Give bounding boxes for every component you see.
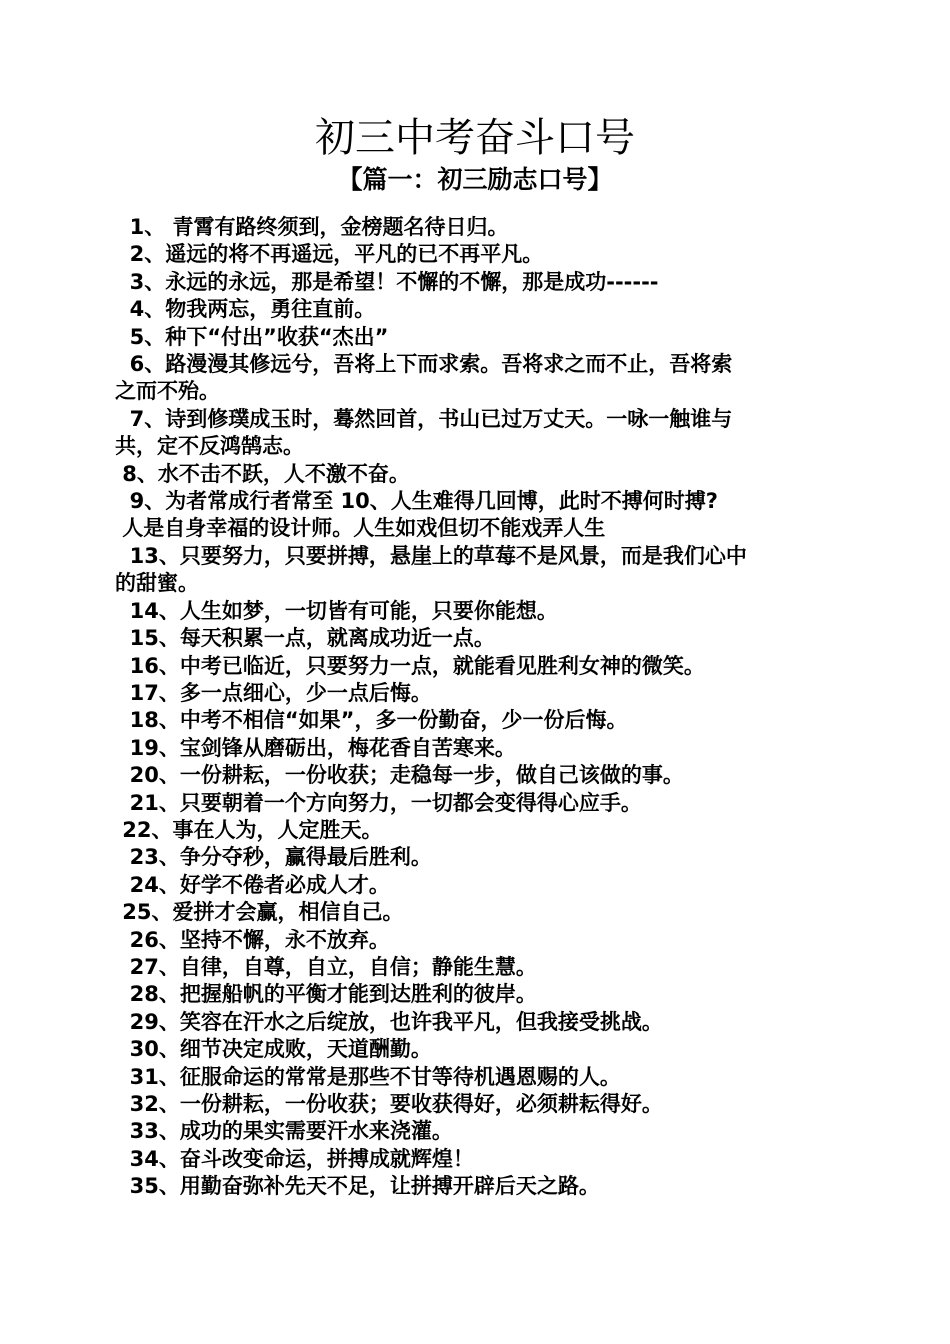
slogan-line: 13、只要努力，只要拼搏，悬崖上的草莓不是风景，而是我们心中 <box>115 543 747 568</box>
slogan-line: 17、多一点细心，少一点后悔。 <box>115 680 432 705</box>
slogan-line: 之而不殆。 <box>115 379 220 404</box>
slogan-line: 的甜蜜。 <box>115 571 199 596</box>
slogan-line: 31、征服命运的常常是那些不甘等待机遇恩赐的人。 <box>115 1064 621 1089</box>
slogan-line: 23、争分夺秒，赢得最后胜利。 <box>115 845 432 870</box>
slogan-line: 25、爱拼才会赢，相信自己。 <box>115 900 404 925</box>
slogan-line: 人是自身幸福的设计师。人生如戏但切不能戏弄人生 <box>115 516 606 541</box>
slogan-line: 28、把握船帆的平衡才能到达胜利的彼岸。 <box>115 982 537 1007</box>
slogan-line: 4、物我两忘，勇往直前。 <box>115 297 376 322</box>
slogan-line: 8、水不击不跃，人不激不奋。 <box>115 461 410 486</box>
slogan-line: 30、细节决定成败，天道酬勤。 <box>115 1037 432 1062</box>
slogan-line: 35、用勤奋弥补先天不足，让拼搏开辟后天之路。 <box>115 1174 600 1199</box>
slogan-line: 19、宝剑锋从磨砺出，梅花香自苦寒来。 <box>115 735 516 760</box>
slogan-list <box>115 214 835 1201</box>
slogan-line: 2、遥远的将不再遥远，平凡的已不再平凡。 <box>115 242 544 267</box>
slogan-line: 3、永远的永远，那是希望！不懈的不懈，那是成功------ <box>115 269 659 294</box>
slogan-line: 24、好学不倦者必成人才。 <box>115 872 390 897</box>
slogan-line: 共，定不反鸿鹄志。 <box>115 434 304 459</box>
slogan-line: 6、路漫漫其修远兮，吾将上下而求索。吾将求之而不止，吾将索 <box>115 352 733 377</box>
slogan-line: 26、坚持不懈，永不放弃。 <box>115 927 390 952</box>
slogan-line: 5、种下“付出”收获“杰出” <box>115 324 389 349</box>
slogan-line: 1、 青霄有路终须到，金榜题名待日归。 <box>115 215 509 239</box>
slogan-line: 27、自律，自尊，自立，自信；静能生慧。 <box>115 954 537 979</box>
slogan-line: 20、一份耕耘，一份收获；走稳每一步，做自己该做的事。 <box>115 763 684 788</box>
slogan-line: 14、人生如梦，一切皆有可能，只要你能想。 <box>115 598 558 623</box>
slogan-line: 16、中考已临近，只要努力一点，就能看见胜利女神的微笑。 <box>115 653 705 678</box>
slogan-line: 29、笑容在汗水之后绽放，也许我平凡，但我接受挑战。 <box>115 1009 663 1034</box>
slogan-line: 32、一份耕耘，一份收获；要收获得好，必须耕耘得好。 <box>115 1092 663 1116</box>
slogan-line: 7、诗到修璞成玉时，蓦然回首，书山已过万丈天。一咏一触谁与 <box>115 406 733 431</box>
slogan-line: 15、每天积累一点，就离成功近一点。 <box>115 626 495 651</box>
slogan-line: 34、奋斗改变命运，拼搏成就辉煌！ <box>115 1146 474 1171</box>
slogan-line: 33、成功的果实需要汗水来浇灌。 <box>115 1119 453 1144</box>
slogan-line: 9、为者常成行者常至 10、人生难得几回博，此时不搏何时搏? <box>115 489 718 514</box>
document-subtitle: 【篇一：初三励志口号】 <box>337 165 613 194</box>
slogan-line: 21、只要朝着一个方向努力，一切都会变得得心应手。 <box>115 790 642 815</box>
slogan-line: 22、事在人为，人定胜天。 <box>115 817 383 842</box>
slogan-line: 18、中考不相信“如果”，多一份勤奋，少一份后悔。 <box>115 708 628 733</box>
document-title: 初三中考奋斗口号 <box>315 115 635 161</box>
